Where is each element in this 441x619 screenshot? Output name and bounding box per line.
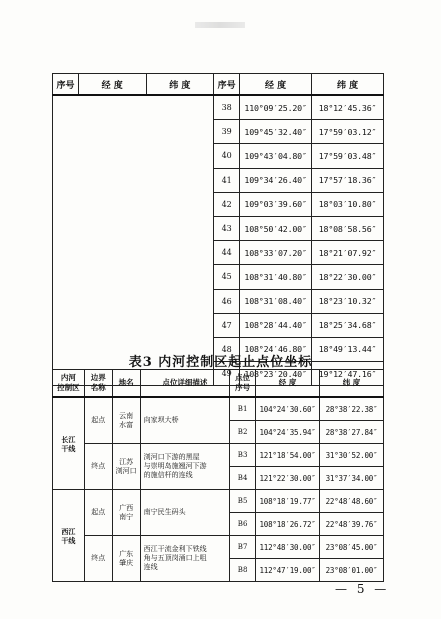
row-no: 49	[214, 362, 240, 386]
header-no: 序号	[53, 74, 79, 96]
header-place: 地名	[112, 370, 140, 398]
inland-river-control-table	[52, 369, 384, 582]
row-longitude: 108°31′40.80″	[240, 265, 312, 289]
point-latitude: 28°38′22.38″	[320, 397, 384, 421]
point-id: B6	[230, 513, 256, 536]
point-id: B8	[230, 559, 256, 582]
table-row	[53, 95, 384, 120]
point-longitude: 112°48′30.00″	[256, 536, 320, 559]
point-id: B3	[230, 444, 256, 467]
point-longitude: 108°18′26.72″	[256, 513, 320, 536]
boundary-cell: 起点	[84, 490, 112, 536]
row-longitude: 108°28′44.40″	[240, 313, 312, 337]
row-longitude: 108°23′20.40″	[240, 362, 312, 386]
row-latitude: 18°23′10.32″	[312, 289, 384, 313]
row-latitude: 19°12′47.16″	[312, 362, 384, 386]
row-latitude: 18°25′34.68″	[312, 313, 384, 337]
header-latitude: 纬 度	[320, 370, 384, 398]
point-id: B2	[230, 421, 256, 444]
point-longitude: 121°18′54.00″	[256, 444, 320, 467]
header-longitude: 经 度	[78, 74, 146, 96]
point-longitude: 121°22′30.00″	[256, 467, 320, 490]
header-latitude: 纬 度	[146, 74, 214, 96]
point-id: B4	[230, 467, 256, 490]
place-cell: 广东 肇庆	[112, 536, 140, 582]
row-latitude: 18°08′58.56″	[312, 216, 384, 240]
row-latitude: 17°57′18.36″	[312, 168, 384, 192]
row-no: 46	[214, 289, 240, 313]
table-row	[53, 490, 384, 513]
detail-cell: 南宁民生码头	[140, 490, 230, 536]
header-detail: 点位详细描述	[140, 370, 230, 398]
point-longitude: 112°47′19.00″	[256, 559, 320, 582]
row-latitude: 18°12′45.36″	[312, 95, 384, 120]
detail-cell: 向家坝大桥	[140, 397, 230, 444]
row-longitude: 109°34′26.40″	[240, 168, 312, 192]
boundary-cell: 终点	[84, 536, 112, 582]
row-latitude: 18°21′07.92″	[312, 241, 384, 265]
row-no: 38	[214, 95, 240, 120]
row-no: 47	[214, 313, 240, 337]
row-latitude: 18°03′10.80″	[312, 192, 384, 216]
place-cell: 江苏 浏河口	[112, 444, 140, 490]
header-no: 序号	[214, 74, 240, 96]
detail-cell: 西江干流金利下铁线 角与五顶岗涌口上咀 连线	[140, 536, 230, 582]
row-longitude: 109°45′32.40″	[240, 120, 312, 144]
row-longitude: 108°33′07.20″	[240, 241, 312, 265]
table-3-title: 表3 内河控制区起止点位坐标	[128, 355, 313, 370]
row-latitude: 17°59′03.12″	[312, 120, 384, 144]
place-cell: 广西 南宁	[112, 490, 140, 536]
zone-cell: 长江 干线	[53, 397, 85, 490]
row-longitude: 108°24′46.80″	[240, 337, 312, 361]
boundary-cell: 起点	[84, 397, 112, 444]
point-latitude: 31°37′34.00″	[320, 467, 384, 490]
point-id: B7	[230, 536, 256, 559]
page-number: — 5 —	[335, 582, 390, 596]
point-id: B5	[230, 490, 256, 513]
faded-header-mark	[195, 22, 245, 28]
point-latitude: 23°08′01.00″	[320, 559, 384, 582]
row-no: 43	[214, 216, 240, 240]
table-row	[53, 536, 384, 559]
header-zone: 内河 控制区	[53, 370, 85, 398]
point-latitude: 23°08′45.00″	[320, 536, 384, 559]
table-row	[53, 444, 384, 467]
point-latitude: 22°48′48.60″	[320, 490, 384, 513]
row-no: 45	[214, 265, 240, 289]
row-no: 40	[214, 144, 240, 168]
point-latitude: 22°48′39.76″	[320, 513, 384, 536]
header-latitude: 纬 度	[312, 74, 384, 96]
table-row	[53, 397, 384, 421]
row-latitude: 17°59′03.48″	[312, 144, 384, 168]
table-header-row	[53, 370, 384, 398]
point-latitude: 31°30′52.00″	[320, 444, 384, 467]
point-longitude: 104°24′30.60″	[256, 397, 320, 421]
row-longitude: 110°09′25.20″	[240, 95, 312, 120]
point-longitude: 104°24′35.94″	[256, 421, 320, 444]
point-longitude: 108°18′19.77″	[256, 490, 320, 513]
header-point: 点位 序号	[230, 370, 256, 398]
row-latitude: 18°49′13.44″	[312, 337, 384, 361]
point-latitude: 28°38′27.84″	[320, 421, 384, 444]
row-longitude: 108°50′42.00″	[240, 216, 312, 240]
place-cell: 云南 水富	[112, 397, 140, 444]
zone-cell: 西江 干线	[53, 490, 85, 582]
header-boundary: 边界 名称	[84, 370, 112, 398]
row-longitude: 108°31′08.40″	[240, 289, 312, 313]
row-longitude: 109°43′04.80″	[240, 144, 312, 168]
detail-cell: 浏河口下游的黑屋 与崇明岛施翘河下游 的施信杆的连线	[140, 444, 230, 490]
row-no: 39	[214, 120, 240, 144]
coordinate-table-continued	[52, 73, 384, 386]
row-no: 42	[214, 192, 240, 216]
header-longitude: 经 度	[256, 370, 320, 398]
header-longitude: 经 度	[240, 74, 312, 96]
empty-cell-block	[53, 95, 214, 386]
row-no: 41	[214, 168, 240, 192]
table-header-row	[53, 74, 384, 96]
row-no: 44	[214, 241, 240, 265]
row-longitude: 109°03′39.60″	[240, 192, 312, 216]
row-no: 48	[214, 337, 240, 361]
boundary-cell: 终点	[84, 444, 112, 490]
row-latitude: 18°22′30.00″	[312, 265, 384, 289]
point-id: B1	[230, 397, 256, 421]
